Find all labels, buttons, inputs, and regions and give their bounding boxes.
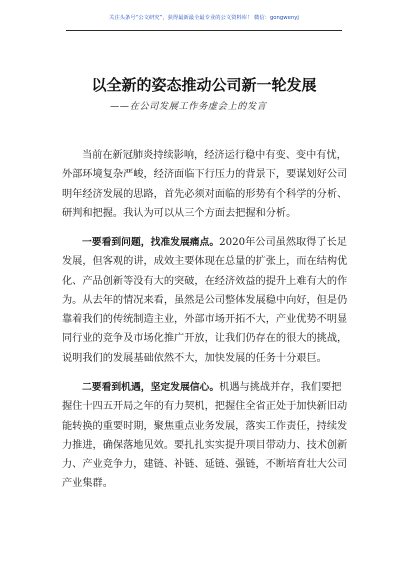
paragraph-line: 握住十四五开局之年的有力契机，把握住全省正处于加快新旧动 xyxy=(62,401,348,413)
paragraph-line-rest: 2020年公司虽然取得了长足 xyxy=(219,237,347,248)
paragraph-opportunities xyxy=(62,378,360,494)
paragraph-line: 明年经济发展的思路，首先必须对面临的形势有个科学的分析、 xyxy=(62,188,348,200)
header-divider xyxy=(66,30,342,31)
paragraph-problems xyxy=(62,233,360,368)
header-banner: 关注头条号“公文研究”，获得最新最全最专业的公文资料库！ 微信：gongwenyj xyxy=(109,15,299,21)
paragraph-line: 说明我们的发展基础依然不大，加快发展的任务十分艰巨。 xyxy=(62,352,327,364)
paragraph-line: 化、产品创新等没有大的突破，在经济效益的提升上难有大的作 xyxy=(62,275,348,287)
document-subtitle: ——在公司发展工作务虚会上的发言 xyxy=(110,101,267,112)
paragraph-line: 研判和把握。我认为可以从三个方面去把握和分析。 xyxy=(62,207,297,219)
paragraph-line: 力、产业竞争力，建链、补链、延链、强链，不断培育壮大公司 xyxy=(62,459,348,471)
paragraph-lead: 一要看到问题，找准发展痛点。 xyxy=(82,237,220,248)
paragraph-line: 当前在新冠肺炎持续影响，经济运行稳中有变、变中有忧， xyxy=(82,150,347,161)
paragraph-lead: 二要看到机遇，坚定发展信心。 xyxy=(82,382,220,393)
paragraph-line: 力推进，确保落地见效。要扎扎实实提升项目带动力、技术创新 xyxy=(62,439,348,451)
paragraph-line-first xyxy=(62,378,360,397)
paragraph-line: 为。从去年的情况来看，虽然是公司整体发展稳中向好，但是仍 xyxy=(62,294,348,306)
paragraph-line: 发展，但客观的讲，成效主要体现在总量的扩张上，而在结构优 xyxy=(62,256,348,268)
paragraph-line-first xyxy=(62,233,360,252)
paragraph-line-rest: 机遇与挑战并存，我们要把 xyxy=(219,382,342,393)
document-title: 以全新的姿态推动公司新一轮发展 xyxy=(91,76,317,94)
paragraph-intro xyxy=(62,146,360,223)
paragraph-line: 能转换的重要时期，聚焦重点业务发展，落实工作责任，持续发 xyxy=(62,420,348,432)
paragraph-line: 外部环境复杂严峻，经济面临下行压力的背景下，要谋划好公司 xyxy=(62,169,348,181)
paragraph-line: 产业集群。 xyxy=(62,478,113,490)
paragraph-line: 同行业的竞争及市场化推广开放，让我们仍存在的很大的挑战， xyxy=(62,333,348,345)
paragraph-line: 靠着我们的传统制造主业，外部市场开拓不大，产业优势不明显 xyxy=(62,314,348,326)
